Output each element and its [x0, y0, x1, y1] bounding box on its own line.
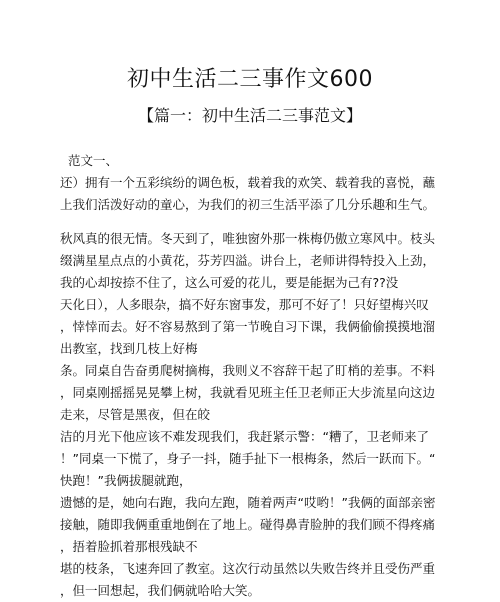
text-line: ，悻悻而去。好不容易熬到了第一节晚自习下课，我俩偷偷摸摸地溜	[60, 319, 436, 334]
text-line: 快跑！”我俩拔腿就跑，	[60, 473, 192, 488]
text-line: 还）拥有一个五彩缤纷的调色板，载着我的欢笑、载着我的喜悦，蘸	[60, 175, 436, 190]
text-line: ，但一回想起，我们俩就哈哈大笑。	[60, 583, 261, 598]
text-line: 我的心却按捺不住了，这么可爱的花儿，要是能据为己有??没	[60, 275, 399, 290]
text-line: ，同桌刚摇摇晃晃攀上树，我就看见班主任卫老师正大步流星向这边	[60, 385, 436, 400]
text-line: 洁的月光下他应该不难发现我们，我赶紧示警：“糟了，卫老师来了	[60, 429, 429, 444]
text-line: 上我们活泼好动的童心，为我们的初三生活平添了几分乐趣和生气。	[60, 197, 436, 212]
text-line: 范文一、	[68, 153, 119, 168]
text-line: 接触，随即我俩重重地倒在了地上。碰得鼻青脸肿的我们顾不得疼痛	[60, 517, 436, 532]
text-line: 秋风真的很无情。冬天到了，唯独窗外那一株梅仍傲立寒风中。枝头	[60, 231, 436, 246]
paragraph-intro	[60, 150, 450, 216]
text-line: ！”同桌一下慌了，身子一抖，随手扯下一根梅条，然后一跃而下。“	[60, 451, 436, 466]
text-line: 出教室，找到几枝上好梅	[60, 341, 198, 356]
text-line: 缀满星星点点的小黄花，芬芳四溢。讲台上，老师讲得特投入上劲，	[60, 253, 436, 268]
document-title: 初中生活二三事作文600	[127, 67, 373, 92]
text-line: 走来，尽管是黑夜，但在皎	[60, 407, 211, 422]
text-line: 堪的枝条，飞速奔回了教室。这次行动虽然以失败告终并且受伤严重	[60, 561, 436, 576]
text-line: 遗憾的是，她向右跑，我向左跑，随着两声“哎哟！”我俩的面部亲密	[60, 495, 436, 510]
text-line: 天化日），人多眼杂，搞不好东窗事发，那可不好了！只好望梅兴叹	[60, 297, 429, 312]
text-line: 条。同桌自告奋勇爬树摘梅，我则义不容辞干起了盯梢的差事。不料	[60, 363, 436, 378]
section-heading: 【篇一：初中生活二三事范文】	[137, 106, 362, 125]
paragraph-story	[60, 228, 450, 602]
text-line: ，捂着脸抓着那根残缺不	[60, 539, 198, 554]
